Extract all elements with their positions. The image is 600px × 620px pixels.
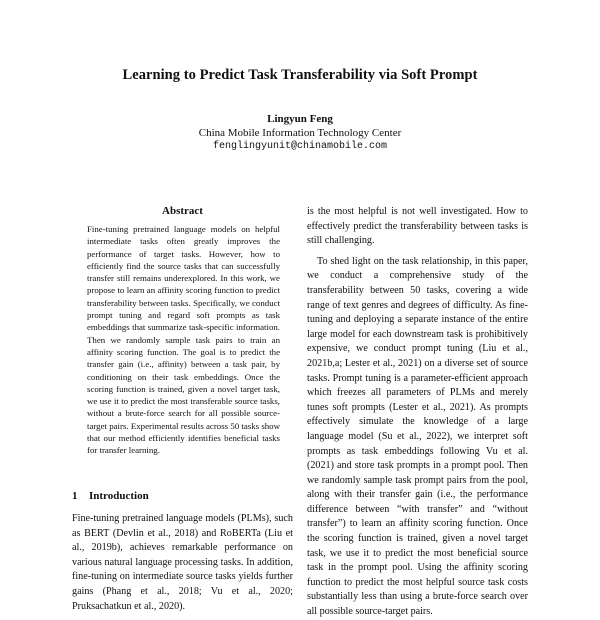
author-email: fenglingyunit@chinamobile.com bbox=[212, 141, 388, 152]
introduction-left-column bbox=[72, 512, 293, 614]
introduction-heading bbox=[72, 490, 149, 502]
introduction-paragraph: Fine-tuning pretrained language models (PLMs), such as BERT (Devlin et al., 2018) and RoBERTa (Liu et al., 2019b), achieves remarkable performance on various natural language processing tasks. In addition, fine-tuning on intermediate source tasks yields further gains (Phang et al., 2018; Vu et al., 2020; Pruksachatkun et al., 2020). bbox=[72, 513, 293, 612]
paper-title: Learning to Predict Task Transferability via Soft Prompt bbox=[122, 67, 478, 83]
introduction-paragraph-2: To shed light on the task relationship, in this paper, we conduct a comprehensive study of the transferability between 50 tasks, covering a wide range of text genres and degrees of difficulty. As fine-tuning and deploying a separate instance of the entire large model for each downstream task is prohibitively expensive, we conduct prompt tuning (Liu et al., 2021b,a; Lester et al., 2021) on a diverse set of source tasks. Prompt tuning is a parameter-efficient approach which freezes all parameters of PLMs and merely tunes soft prompts (Lester et al., 2021). As prompts effectively simulate the knowledge of a large language model (Su et al., 2022), we interpret soft prompts as task embeddings following Vu et al. (2021) and store task prompts in a prompt pool. Then we randomly sample task prompt pairs from the pool, along with their transfer gain (i.e., the performance difference between “with transfer” and “without transfer”) to learn an affinity scoring function. Once the scoring function is trained, given a novel target task, we use it to predict the most beneficial source task in the prompt pool. Using the affinity scoring function to predict the most helpful source task costs substantially less than using a brute-force search over all possible source-target pairs. bbox=[307, 255, 528, 618]
introduction-paragraph-continued: is the most helpful is not well investigated. How to effectively predict the transferability between tasks is still challenging. bbox=[307, 206, 528, 247]
author-affiliation: China Mobile Information Technology Center bbox=[198, 127, 402, 139]
section-number: 1 bbox=[72, 490, 78, 502]
right-column bbox=[307, 205, 528, 620]
section-title: Introduction bbox=[89, 490, 149, 502]
author-name: Lingyun Feng bbox=[267, 113, 333, 125]
abstract-text: Fine-tuning pretrained language models on helpful intermediate tasks often greatly improves the performance of target tasks. However, how to efficiently find the source tasks that can successfully transfer still remains underexplored. In this work, we propose to learn an affinity scoring function to predict transferability between tasks. Specifically, we conduct prompt tuning and regard soft prompts as task embeddings that summarize task-specific information. Then we randomly sample task pairs to train an affinity scoring function. The goal is to predict the transfer gain (i.e., affinity) between a task pair, by conditioning on their task embeddings. Once the scoring function is trained, given a novel target task, we use it to predict the most transferable source tasks, without a brute-force search for all possible source-target pairs. Experimental results across 50 tasks show that our method efficiently identifies beneficial tasks for transfer learning. bbox=[87, 224, 280, 456]
abstract-heading: Abstract bbox=[162, 205, 203, 217]
